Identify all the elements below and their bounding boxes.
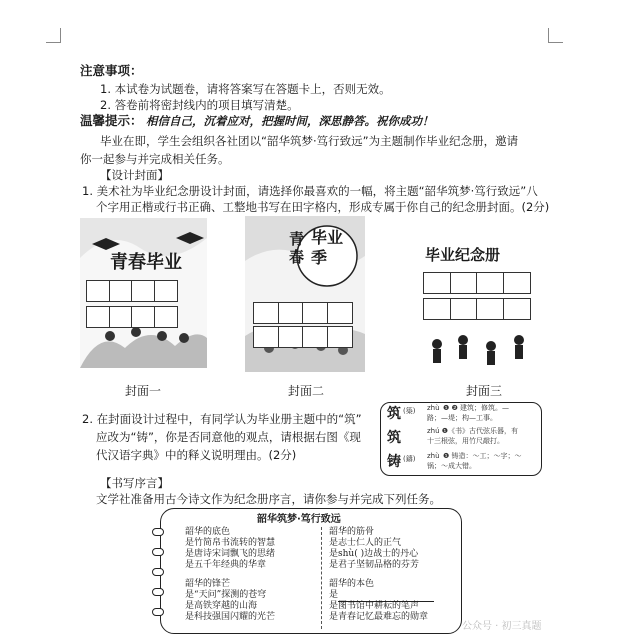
cover-three-grid-bottom — [423, 298, 529, 320]
cover-two-image — [245, 216, 365, 372]
dict-pinyin-3: zhù — [427, 452, 440, 460]
dict-def-1a: ❶ ❷ 建筑；修筑。— — [443, 404, 510, 412]
poem-left-b-2: 是“天问”探测的苍穹 — [185, 590, 267, 600]
dict-char-zhu-cast-trad: (鑄) — [403, 455, 416, 463]
tips-label: 温馨提示： — [80, 113, 143, 128]
poem-left-b-3: 是高铁穿越的山海 — [185, 601, 258, 611]
poem-right-b-4: 是青春记忆最难忘的勋章 — [329, 612, 429, 622]
question-1-line-1: 1. 美术社为毕业纪念册设计封面，请选择你最喜欢的一幅，将主题“韶华筑梦·笃行致远”八 — [82, 184, 538, 198]
cover-one-caption: 封面一 — [125, 384, 162, 398]
poem-divider — [321, 527, 323, 629]
question-1-line-2: 个字用正楷或行书正确、工整地书写在田字格内，形成专属于你自己的纪念册封面。(2分) — [96, 200, 550, 214]
dict-def-2b: 十三根弦，用竹尺敲打。 — [427, 437, 504, 445]
notice-title: 注意事项： — [80, 63, 143, 78]
crop-mark-top-right — [548, 28, 563, 43]
cover-three-title: 毕业纪念册 — [425, 246, 501, 264]
cover-two-title-right: 毕业季 — [311, 228, 344, 267]
poem-title: 韶华筑梦·笃行致远 — [257, 514, 341, 525]
cover-three-caption: 封面三 — [466, 384, 503, 398]
intro-line-2: 你一起参与并完成相关任务。 — [80, 152, 230, 166]
crop-mark-top-left — [46, 28, 61, 43]
poem-right-a-1: 韶华的筋骨 — [329, 527, 375, 537]
question-2-line-2: 应改为“铸”，你是否同意他的观点，请根据右图《现 — [96, 430, 361, 444]
dict-def-1b: 路；—堤；构—工事。 — [427, 414, 497, 422]
poem-right-b-1: 韶华的本色 — [329, 579, 375, 589]
cover-two-caption: 封面二 — [288, 384, 325, 398]
dict-char-zhu-2: 筑 — [387, 430, 401, 446]
poem-left-a-1: 韶华的底色 — [185, 527, 231, 537]
dictionary-box — [380, 402, 542, 476]
poem-left-a-2: 是竹简帛书流转的智慧 — [185, 538, 276, 548]
cover-one-grid-bottom — [86, 306, 176, 328]
poem-left-a-3: 是唐诗宋词飘飞的思绪 — [185, 549, 276, 559]
dict-char-zhu-1: 筑 — [387, 406, 401, 422]
notice-item-1: 1. 本试卷为试题卷，请将答案写在答题卡上，否则无效。 — [100, 82, 391, 96]
poem-notebook — [160, 508, 462, 634]
intro-line-1: 毕业在即，学生会组织各社团以“韶华筑梦·笃行致远”为主题制作毕业纪念册，邀请 — [100, 134, 519, 148]
poem-left-b-4: 是科技强国闪耀的光芒 — [185, 612, 276, 622]
watermark: 公众号 · 初三真题 — [462, 621, 542, 632]
dict-def-3a: ❶ 铸造：～工；～字；～ — [443, 452, 522, 460]
poem-left-b-1: 韶华的锋芒 — [185, 579, 231, 589]
section-preface-text: 文学社准备用古今诗文作为纪念册序言，请你参与并完成下列任务。 — [96, 492, 441, 506]
poem-right-b-2-text: 是 — [329, 590, 339, 600]
notebook-ring — [152, 588, 164, 596]
cover-one-image — [80, 218, 207, 368]
dict-char-zhu-1-trad: (築) — [403, 407, 416, 415]
poem-right-a-4: 是君子坚韧品格的芬芳 — [329, 560, 420, 570]
cover-two-title-left — [289, 230, 304, 266]
notebook-ring — [152, 528, 164, 536]
cover-one-grid-top — [86, 280, 176, 302]
notebook-ring — [152, 548, 164, 556]
dict-def-2a: zhú ❶《书》古代弦乐器，有 — [427, 427, 519, 435]
section-heading-cover: 【设计封面】 — [100, 168, 169, 182]
poem-right-a-3: 是shù( )边战士的丹心 — [329, 549, 419, 559]
notebook-ring — [152, 568, 164, 576]
poem-right-b-3: 是图书馆中耕耘的笔声 — [329, 601, 420, 611]
dict-def-3b: 锅；～成大错。 — [427, 462, 476, 470]
poem-left-a-4: 是五千年经典的华章 — [185, 560, 267, 570]
poem-right-a-2: 是志士仁人的正气 — [329, 538, 402, 548]
cover-two-title-left-1: 青 — [289, 230, 305, 248]
question-2-line-1: 2. 在封面设计过程中，有同学认为毕业册主题中的“筑” — [82, 412, 362, 426]
cover-two-title-left-2: 春 — [289, 248, 305, 266]
cover-one-title: 青春毕业 — [110, 252, 182, 273]
tips-text: 相信自己，沉着应对，把握时间，深思静答。祝你成功！ — [146, 114, 434, 128]
section-heading-preface: 【书写序言】 — [100, 476, 169, 490]
cover-two-art — [245, 216, 365, 372]
dict-char-zhu-cast: 铸 — [387, 454, 401, 470]
cover-two-grid-bottom — [253, 326, 351, 348]
cover-three-image — [415, 232, 545, 372]
question-2-line-3: 代汉语字典》中的释义说明理由。(2分) — [96, 448, 297, 462]
notebook-ring — [152, 608, 164, 616]
cover-three-grid-top — [423, 272, 529, 294]
dict-pinyin-1: zhù — [427, 404, 440, 412]
cover-two-grid-top — [253, 302, 351, 324]
notice-item-2: 2. 答卷前将密封线内的项目填写清楚。 — [100, 98, 299, 112]
